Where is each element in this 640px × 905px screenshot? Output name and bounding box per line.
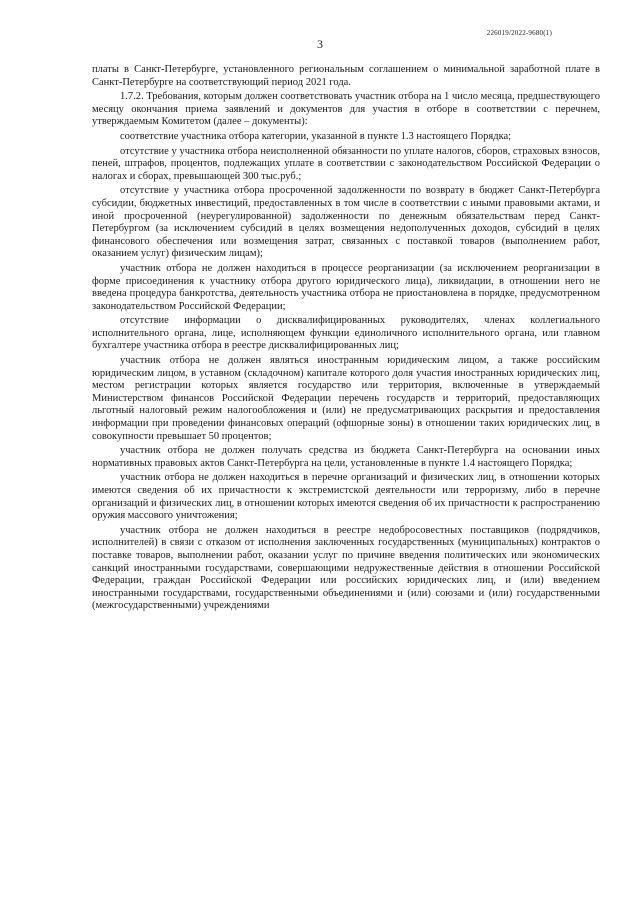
paragraph-foreign-entity: участник отбора не должен являться иностранным юридическим лицом, а также российским юридическим лицом, в уставном (складочном) капитале которого доля участия иностранных юридических лиц, местом регистрации которых является государство или территория, включенные в утверждаемый Министерством финансов Российской Федерации перечень государств и территорий, предоставляющих льготный налоговый режим налогообложения и (или) не предусматривающих раскрытия и предоставления информации при проведении финансовых операций (офшорные зоны) в отношении таких юридических лиц, в совокупности превышает 50 процентов; (92, 355, 600, 442)
paragraph-overdue-debt: отсутствие у участника отбора просроченной задолженности по возврату в бюджет Санкт-Петербурга субсидии, бюджетных инвестиций, предоставленных в том числе в соответствии с иными правовыми актами, и иной просроченной (неурегулированной) задолженности по денежным обязательствам перед Санкт-Петербургом (за исключением субсидий в целях возмещения недополученных доходов, субсидий в целях финансового обеспечения или возмещения затрат, связанных с поставкой товаров (выполнением работ, оказанием услуг) физическим лицам); (92, 185, 600, 260)
paragraph-tax-debt: отсутствие у участника отбора неисполненной обязанности по уплате налогов, сборов, страховых взносов, пеней, штрафов, процентов, подлежащих уплате в соответствии с законодательством Российской Федерации о налогах и сборах, превышающей 300 тыс.руб.; (92, 145, 600, 182)
paragraph-unfair-suppliers: участник отбора не должен находиться в реестре недобросовестных поставщиков (подрядчиков, исполнителей) в связи с отказом от исполнения заключенных государственных (муниципальных) контрактов о поставке товаров, выполнении работ, оказании услуг по причине введения политических или экономических санкций иностранными государствами, совершающими недружественные действия в отношении Российской Федерации, граждан Российской Федерации или российских юридических лиц, и (или) введением иностранными государствами, государственными объединениями и (или) союзами и (или) государственными (межгосударственными) учреждениями (92, 524, 600, 612)
paragraph-1-7-2: 1.7.2. Требования, которым должен соответствовать участник отбора на 1 число месяца, предшествующего месяцу окончания приема заявлений и документов для участия в отборе в соответствии с перечнем, утверждаемым Комитетом (далее – документы): (92, 91, 600, 128)
paragraph-disqualified: отсутствие информации о дисквалифицированных руководителях, членах коллегиального исполнительного органа, лице, исполняющем функции единоличного исполнительного органа, или главном бухгалтере участника отбора в реестре дисквалифицированных лиц; (92, 315, 600, 352)
paragraph-category: соответствие участника отбора категории, указанной в пункте 1.3 настоящего Порядка; (120, 130, 512, 142)
document-body (92, 64, 600, 615)
document-id: 226019/2022-9680(1) (486, 29, 552, 37)
paragraph-extremism: участник отбора не должен находиться в перечне организаций и физических лиц, в отношении которых имеются сведения об их причастности к экстремистской деятельности или терроризму, либо в перечне организаций и физических лиц, в отношении которых имеются сведения об их причастности к распространению оружия массового уничтожения; (92, 472, 600, 522)
paragraph-reorganization: участник отбора не должен находиться в процессе реорганизации (за исключением реорганизации в форме присоединения к участнику отбора другого юридического лица), ликвидации, в отношении него не введена процедура банкротства, деятельность участника отбора не приостановлена в порядке, предусмотренном законодательством Российской Федерации; (92, 262, 600, 312)
paragraph-other-funds: участник отбора не должен получать средства из бюджета Санкт-Петербурга на основании иных нормативных правовых актов Санкт-Петербурга на цели, установленные в пункте 1.4 настоящего Порядка; (92, 445, 600, 469)
page-number: 3 (317, 37, 323, 51)
paragraph-continuation: платы в Санкт-Петербурге, установленного региональным соглашением о минимальной заработной плате в Санкт-Петербурге на соответствующий период 2021 года. (92, 64, 600, 88)
